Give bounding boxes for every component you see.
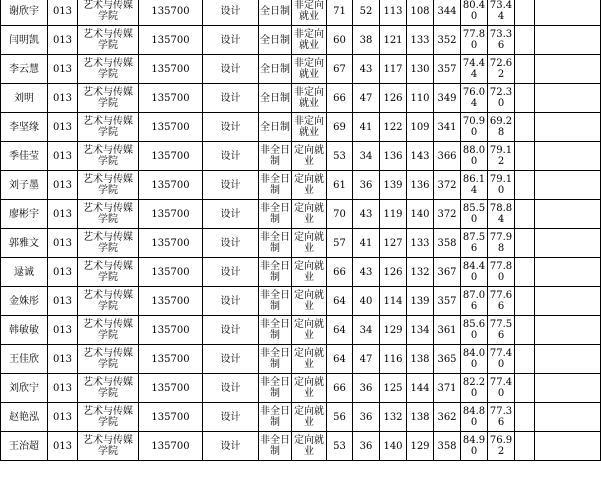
empty-cell	[515, 55, 535, 84]
empty-cell	[515, 403, 535, 432]
major-cell: 设计	[203, 26, 259, 55]
score-foreign-language-cell: 43	[353, 200, 380, 229]
college-code-cell: 013	[48, 200, 78, 229]
employment-type-cell: 定向就业	[292, 345, 327, 374]
name-cell: 刘子墨	[1, 171, 48, 200]
major-cell: 设计	[203, 55, 259, 84]
major-cell: 设计	[203, 432, 259, 461]
total-score-cell: 341	[434, 113, 461, 142]
empty-cell	[535, 287, 601, 316]
table-row	[1, 0, 601, 26]
empty-cell	[535, 84, 601, 113]
total-score-cell: 372	[434, 200, 461, 229]
college-cell: 艺术与传媒学院	[78, 258, 139, 287]
name-cell: 闫明凯	[1, 26, 48, 55]
score-politics-cell: 56	[327, 403, 353, 432]
score-subject2-cell: 133	[407, 26, 434, 55]
study-mode-cell: 非全日制	[259, 316, 292, 345]
major-code-cell: 135700	[139, 287, 203, 316]
study-mode-cell: 非全日制	[259, 142, 292, 171]
score-subject1-cell: 119	[380, 200, 407, 229]
score-subject2-cell: 110	[407, 84, 434, 113]
major-cell: 设计	[203, 316, 259, 345]
interview-score-cell: 84.00	[461, 345, 488, 374]
name-cell: 廖彬宇	[1, 200, 48, 229]
table-row	[1, 171, 601, 200]
study-mode-cell: 全日制	[259, 84, 292, 113]
college-code-cell: 013	[48, 403, 78, 432]
study-mode-cell: 全日制	[259, 26, 292, 55]
empty-cell	[535, 374, 601, 403]
total-score-cell: 367	[434, 258, 461, 287]
name-cell: 刘明	[1, 84, 48, 113]
score-subject2-cell: 143	[407, 142, 434, 171]
score-subject2-cell: 130	[407, 55, 434, 84]
score-foreign-language-cell: 43	[353, 55, 380, 84]
score-subject1-cell: 116	[380, 345, 407, 374]
employment-type-cell: 定向就业	[292, 316, 327, 345]
major-code-cell: 135700	[139, 171, 203, 200]
score-subject1-cell: 126	[380, 84, 407, 113]
score-subject2-cell: 134	[407, 316, 434, 345]
score-foreign-language-cell: 41	[353, 229, 380, 258]
major-cell: 设计	[203, 84, 259, 113]
major-cell: 设计	[203, 0, 259, 26]
name-cell: 刘欣宁	[1, 374, 48, 403]
final-score-cell: 72.30	[488, 84, 515, 113]
college-cell: 艺术与传媒学院	[78, 171, 139, 200]
total-score-cell: 372	[434, 171, 461, 200]
name-cell: 谢欣宇	[1, 0, 48, 26]
major-code-cell: 135700	[139, 229, 203, 258]
interview-score-cell: 77.80	[461, 26, 488, 55]
college-code-cell: 013	[48, 258, 78, 287]
score-subject2-cell: 139	[407, 287, 434, 316]
score-politics-cell: 71	[327, 0, 353, 26]
table-row	[1, 113, 601, 142]
interview-score-cell: 84.90	[461, 432, 488, 461]
interview-score-cell: 84.40	[461, 258, 488, 287]
total-score-cell: 366	[434, 142, 461, 171]
name-cell: 王治超	[1, 432, 48, 461]
interview-score-cell: 74.44	[461, 55, 488, 84]
final-score-cell: 69.28	[488, 113, 515, 142]
score-subject1-cell: 140	[380, 432, 407, 461]
table-row	[1, 345, 601, 374]
score-subject2-cell: 132	[407, 258, 434, 287]
score-subject1-cell: 121	[380, 26, 407, 55]
score-subject1-cell: 129	[380, 316, 407, 345]
table-row	[1, 229, 601, 258]
score-politics-cell: 67	[327, 55, 353, 84]
score-foreign-language-cell: 52	[353, 0, 380, 26]
empty-cell	[515, 142, 535, 171]
total-score-cell: 358	[434, 432, 461, 461]
employment-type-cell: 非定向就业	[292, 0, 327, 26]
major-code-cell: 135700	[139, 113, 203, 142]
total-score-cell: 365	[434, 345, 461, 374]
empty-cell	[515, 26, 535, 55]
final-score-cell: 77.40	[488, 374, 515, 403]
empty-cell	[515, 113, 535, 142]
college-code-cell: 013	[48, 26, 78, 55]
score-subject1-cell: 139	[380, 171, 407, 200]
empty-cell	[535, 171, 601, 200]
total-score-cell: 344	[434, 0, 461, 26]
college-code-cell: 013	[48, 171, 78, 200]
final-score-cell: 76.92	[488, 432, 515, 461]
college-cell: 艺术与传媒学院	[78, 229, 139, 258]
score-subject1-cell: 132	[380, 403, 407, 432]
score-subject2-cell: 133	[407, 229, 434, 258]
score-foreign-language-cell: 38	[353, 26, 380, 55]
college-cell: 艺术与传媒学院	[78, 432, 139, 461]
major-code-cell: 135700	[139, 142, 203, 171]
empty-cell	[515, 287, 535, 316]
employment-type-cell: 定向就业	[292, 171, 327, 200]
major-cell: 设计	[203, 142, 259, 171]
score-foreign-language-cell: 41	[353, 113, 380, 142]
empty-cell	[535, 142, 601, 171]
table-row	[1, 142, 601, 171]
name-cell: 韩敏敏	[1, 316, 48, 345]
study-mode-cell: 非全日制	[259, 403, 292, 432]
score-politics-cell: 60	[327, 26, 353, 55]
table-row	[1, 374, 601, 403]
score-subject1-cell: 126	[380, 258, 407, 287]
table-row	[1, 287, 601, 316]
employment-type-cell: 非定向就业	[292, 55, 327, 84]
major-cell: 设计	[203, 200, 259, 229]
table-row	[1, 84, 601, 113]
major-cell: 设计	[203, 229, 259, 258]
college-cell: 艺术与传媒学院	[78, 374, 139, 403]
college-code-cell: 013	[48, 287, 78, 316]
major-code-cell: 135700	[139, 84, 203, 113]
employment-type-cell: 非定向就业	[292, 113, 327, 142]
college-cell: 艺术与传媒学院	[78, 113, 139, 142]
name-cell: 逯诚	[1, 258, 48, 287]
score-politics-cell: 53	[327, 432, 353, 461]
empty-cell	[515, 432, 535, 461]
final-score-cell: 73.44	[488, 0, 515, 26]
score-subject1-cell: 113	[380, 0, 407, 26]
score-foreign-language-cell: 47	[353, 345, 380, 374]
college-cell: 艺术与传媒学院	[78, 287, 139, 316]
score-subject1-cell: 125	[380, 374, 407, 403]
college-cell: 艺术与传媒学院	[78, 0, 139, 26]
study-mode-cell: 非全日制	[259, 374, 292, 403]
interview-score-cell: 88.00	[461, 142, 488, 171]
final-score-cell: 73.36	[488, 26, 515, 55]
score-foreign-language-cell: 47	[353, 84, 380, 113]
study-mode-cell: 非全日制	[259, 229, 292, 258]
name-cell: 李坚缘	[1, 113, 48, 142]
major-code-cell: 135700	[139, 0, 203, 26]
major-code-cell: 135700	[139, 345, 203, 374]
study-mode-cell: 非全日制	[259, 345, 292, 374]
name-cell: 郭雅文	[1, 229, 48, 258]
name-cell: 李云慧	[1, 55, 48, 84]
college-cell: 艺术与传媒学院	[78, 84, 139, 113]
table-row	[1, 200, 601, 229]
score-foreign-language-cell: 40	[353, 287, 380, 316]
empty-cell	[515, 316, 535, 345]
score-politics-cell: 64	[327, 345, 353, 374]
empty-cell	[515, 0, 535, 26]
employment-type-cell: 非定向就业	[292, 84, 327, 113]
empty-cell	[515, 171, 535, 200]
table-row	[1, 26, 601, 55]
empty-cell	[535, 258, 601, 287]
score-politics-cell: 64	[327, 287, 353, 316]
total-score-cell: 371	[434, 374, 461, 403]
employment-type-cell: 定向就业	[292, 142, 327, 171]
score-politics-cell: 69	[327, 113, 353, 142]
college-code-cell: 013	[48, 0, 78, 26]
major-code-cell: 135700	[139, 200, 203, 229]
college-code-cell: 013	[48, 432, 78, 461]
major-cell: 设计	[203, 113, 259, 142]
interview-score-cell: 87.56	[461, 229, 488, 258]
score-subject1-cell: 117	[380, 55, 407, 84]
college-code-cell: 013	[48, 316, 78, 345]
major-cell: 设计	[203, 287, 259, 316]
interview-score-cell: 70.90	[461, 113, 488, 142]
college-cell: 艺术与传媒学院	[78, 55, 139, 84]
empty-cell	[535, 345, 601, 374]
empty-cell	[515, 229, 535, 258]
score-subject2-cell: 138	[407, 345, 434, 374]
final-score-cell: 79.10	[488, 171, 515, 200]
name-cell: 季佳莹	[1, 142, 48, 171]
major-cell: 设计	[203, 403, 259, 432]
empty-cell	[535, 200, 601, 229]
total-score-cell: 362	[434, 403, 461, 432]
score-politics-cell: 66	[327, 374, 353, 403]
score-foreign-language-cell: 36	[353, 171, 380, 200]
empty-cell	[535, 26, 601, 55]
major-code-cell: 135700	[139, 316, 203, 345]
interview-score-cell: 86.14	[461, 171, 488, 200]
study-mode-cell: 全日制	[259, 0, 292, 26]
score-politics-cell: 57	[327, 229, 353, 258]
empty-cell	[515, 84, 535, 113]
employment-type-cell: 定向就业	[292, 229, 327, 258]
major-code-cell: 135700	[139, 258, 203, 287]
major-cell: 设计	[203, 374, 259, 403]
name-cell: 赵艳泓	[1, 403, 48, 432]
empty-cell	[535, 403, 601, 432]
score-politics-cell: 70	[327, 200, 353, 229]
employment-type-cell: 定向就业	[292, 258, 327, 287]
table-body	[1, 0, 601, 461]
total-score-cell: 361	[434, 316, 461, 345]
score-subject2-cell: 109	[407, 113, 434, 142]
empty-cell	[515, 200, 535, 229]
major-code-cell: 135700	[139, 374, 203, 403]
major-cell: 设计	[203, 258, 259, 287]
interview-score-cell: 85.50	[461, 200, 488, 229]
score-politics-cell: 64	[327, 316, 353, 345]
score-subject2-cell: 136	[407, 171, 434, 200]
score-subject1-cell: 136	[380, 142, 407, 171]
empty-cell	[515, 258, 535, 287]
empty-cell	[515, 374, 535, 403]
interview-score-cell: 84.80	[461, 403, 488, 432]
score-subject1-cell: 127	[380, 229, 407, 258]
college-code-cell: 013	[48, 84, 78, 113]
final-score-cell: 77.56	[488, 316, 515, 345]
score-politics-cell: 66	[327, 84, 353, 113]
major-code-cell: 135700	[139, 432, 203, 461]
study-mode-cell: 非全日制	[259, 200, 292, 229]
college-code-cell: 013	[48, 229, 78, 258]
interview-score-cell: 87.06	[461, 287, 488, 316]
study-mode-cell: 全日制	[259, 113, 292, 142]
final-score-cell: 77.40	[488, 345, 515, 374]
final-score-cell: 77.80	[488, 258, 515, 287]
final-score-cell: 72.62	[488, 55, 515, 84]
empty-cell	[535, 0, 601, 26]
score-foreign-language-cell: 34	[353, 316, 380, 345]
study-mode-cell: 非全日制	[259, 287, 292, 316]
table-row	[1, 55, 601, 84]
empty-cell	[535, 113, 601, 142]
score-foreign-language-cell: 36	[353, 403, 380, 432]
score-subject2-cell: 144	[407, 374, 434, 403]
college-code-cell: 013	[48, 345, 78, 374]
final-score-cell: 78.84	[488, 200, 515, 229]
score-subject1-cell: 122	[380, 113, 407, 142]
name-cell: 金姝彤	[1, 287, 48, 316]
study-mode-cell: 非全日制	[259, 258, 292, 287]
score-politics-cell: 53	[327, 142, 353, 171]
total-score-cell: 357	[434, 55, 461, 84]
college-cell: 艺术与传媒学院	[78, 142, 139, 171]
employment-type-cell: 定向就业	[292, 432, 327, 461]
empty-cell	[535, 316, 601, 345]
major-code-cell: 135700	[139, 403, 203, 432]
empty-cell	[535, 55, 601, 84]
final-score-cell: 79.12	[488, 142, 515, 171]
college-code-cell: 013	[48, 374, 78, 403]
college-code-cell: 013	[48, 142, 78, 171]
total-score-cell: 357	[434, 287, 461, 316]
empty-cell	[535, 432, 601, 461]
total-score-cell: 358	[434, 229, 461, 258]
interview-score-cell: 85.60	[461, 316, 488, 345]
interview-score-cell: 80.40	[461, 0, 488, 26]
total-score-cell: 349	[434, 84, 461, 113]
score-subject2-cell: 140	[407, 200, 434, 229]
table-row	[1, 316, 601, 345]
total-score-cell: 352	[434, 26, 461, 55]
score-foreign-language-cell: 36	[353, 374, 380, 403]
college-cell: 艺术与传媒学院	[78, 200, 139, 229]
major-code-cell: 135700	[139, 55, 203, 84]
interview-score-cell: 82.20	[461, 374, 488, 403]
interview-score-cell: 76.04	[461, 84, 488, 113]
employment-type-cell: 定向就业	[292, 287, 327, 316]
score-foreign-language-cell: 34	[353, 142, 380, 171]
college-code-cell: 013	[48, 55, 78, 84]
score-politics-cell: 61	[327, 171, 353, 200]
study-mode-cell: 非全日制	[259, 171, 292, 200]
score-subject2-cell: 138	[407, 403, 434, 432]
college-cell: 艺术与传媒学院	[78, 403, 139, 432]
study-mode-cell: 全日制	[259, 55, 292, 84]
table-row	[1, 258, 601, 287]
final-score-cell: 77.36	[488, 403, 515, 432]
score-politics-cell: 66	[327, 258, 353, 287]
final-score-cell: 77.66	[488, 287, 515, 316]
empty-cell	[535, 229, 601, 258]
score-foreign-language-cell: 36	[353, 432, 380, 461]
college-code-cell: 013	[48, 113, 78, 142]
college-cell: 艺术与传媒学院	[78, 345, 139, 374]
major-code-cell: 135700	[139, 26, 203, 55]
score-subject1-cell: 114	[380, 287, 407, 316]
table-row	[1, 432, 601, 461]
employment-type-cell: 定向就业	[292, 200, 327, 229]
employment-type-cell: 非定向就业	[292, 26, 327, 55]
name-cell: 王佳欣	[1, 345, 48, 374]
score-subject2-cell: 129	[407, 432, 434, 461]
study-mode-cell: 非全日制	[259, 432, 292, 461]
college-cell: 艺术与传媒学院	[78, 316, 139, 345]
major-cell: 设计	[203, 171, 259, 200]
final-score-cell: 77.98	[488, 229, 515, 258]
employment-type-cell: 定向就业	[292, 403, 327, 432]
employment-type-cell: 定向就业	[292, 374, 327, 403]
score-subject2-cell: 108	[407, 0, 434, 26]
college-cell: 艺术与传媒学院	[78, 26, 139, 55]
major-cell: 设计	[203, 345, 259, 374]
table-row	[1, 403, 601, 432]
score-foreign-language-cell: 43	[353, 258, 380, 287]
empty-cell	[515, 345, 535, 374]
